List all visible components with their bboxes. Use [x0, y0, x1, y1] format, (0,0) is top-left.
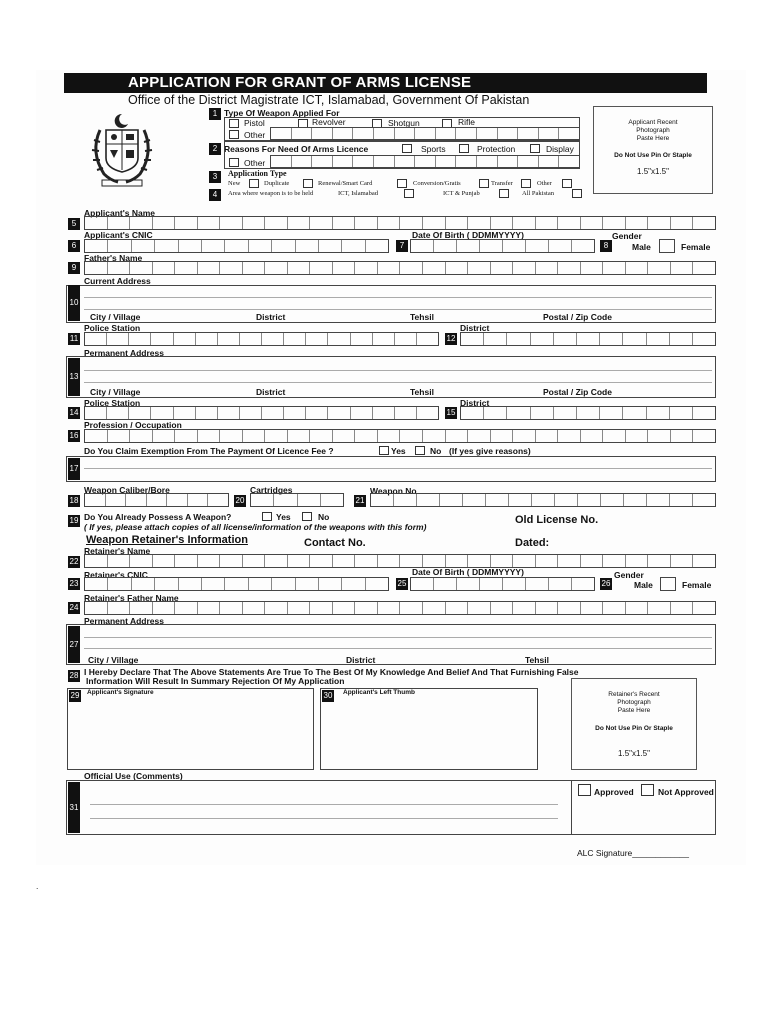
app-renewal-checkbox[interactable]	[397, 179, 407, 188]
contact-label: Contact No.	[304, 537, 366, 549]
address-line	[84, 382, 712, 383]
comment-line	[90, 804, 558, 805]
app-transfer-checkbox[interactable]	[521, 179, 531, 188]
photo-warning: Do Not Use Pin Or Staple	[614, 152, 692, 159]
permanent-address-box[interactable]	[66, 356, 716, 398]
reason-protection-label: Protection	[477, 144, 516, 154]
possess-yes-checkbox[interactable]	[262, 512, 272, 521]
applicant-name-label: Applicant's Name	[84, 208, 155, 218]
area-ict-label: ICT, Islamabad	[338, 190, 378, 197]
section-number: 25	[397, 579, 407, 588]
app-renewal-label: Renewal/Smart Card	[318, 180, 373, 187]
reason-protection-checkbox[interactable]	[459, 144, 469, 153]
police-station-field[interactable]	[84, 406, 439, 420]
comment-line	[90, 818, 558, 819]
office-subtitle: Office of the District Magistrate ICT, Islamabad, Government Of Pakistan	[128, 93, 530, 107]
approved-checkbox[interactable]	[578, 784, 591, 796]
police-station-label: Police Station	[84, 398, 141, 408]
thumb-box[interactable]	[320, 688, 538, 770]
district-field[interactable]	[460, 406, 716, 420]
exemption-question: Do You Claim Exemption From The Payment Of Licence Fee ?	[84, 446, 334, 456]
reason-other-checkbox[interactable]	[229, 158, 239, 167]
shotgun-label: Shotgun	[388, 118, 420, 128]
female-label: Female	[682, 580, 712, 590]
reason-sports-label: Sports	[421, 144, 446, 154]
city-label: City / Village	[90, 312, 141, 322]
retainer-father-label: Retainer's Father Name	[84, 593, 179, 603]
possess-no-checkbox[interactable]	[302, 512, 312, 521]
caliber-label: Weapon Caliber/Bore	[84, 485, 170, 495]
photo-caption: Applicant Recent	[628, 119, 678, 126]
app-duplicate-label: Duplicate	[264, 180, 290, 187]
district-label: District	[346, 655, 376, 665]
gender-label: Gender	[614, 570, 644, 580]
pistol-label: Pistol	[244, 118, 265, 128]
retainer-cnic-label: Retainer's CNIC	[84, 570, 148, 580]
stray-mark: .	[36, 881, 39, 891]
profession-label: Profession / Occupation	[84, 420, 182, 430]
district-label: District	[460, 398, 490, 408]
exemption-no-label: No	[430, 446, 442, 456]
address-line	[84, 648, 712, 649]
exemption-reasons-box[interactable]	[66, 456, 716, 482]
declaration-line1: I Hereby Declare That The Above Statements Are True To The Best Of My Knowledge And Belief And That Furnishing False	[84, 667, 579, 677]
retainer-dob-label: Date Of Birth ( DDMMYYYY)	[412, 567, 524, 577]
retainer-address-box[interactable]	[66, 624, 716, 665]
police-station-label: Police Station	[84, 323, 141, 333]
section-number: 10	[68, 285, 80, 321]
photo-size: 1.5"x1.5"	[618, 749, 650, 758]
tehsil-label: Tehsil	[525, 655, 549, 665]
address-line	[84, 297, 712, 298]
area-ict-punjab-label: ICT & Punjab	[443, 190, 480, 197]
app-conversion-checkbox[interactable]	[479, 179, 489, 188]
approved-label: Approved	[594, 787, 634, 797]
district-label: District	[460, 323, 490, 333]
declaration-line2: Information Will Result In Summary Rejection Of My Application	[86, 676, 345, 686]
tehsil-label: Tehsil	[410, 312, 434, 322]
female-label: Female	[681, 242, 711, 252]
retainer-cnic-field[interactable]	[84, 577, 389, 591]
section-number: 5	[68, 218, 80, 230]
area-label: Area where weapon is to be held	[228, 190, 314, 197]
section-number: 22	[69, 557, 79, 566]
weapon-other-label: Other	[244, 130, 266, 140]
reason-line	[84, 468, 712, 469]
section-number: 24	[69, 603, 79, 612]
photo-caption: Photograph	[636, 127, 670, 134]
alc-signature: ALC Signature____________	[577, 848, 690, 858]
applicant-name-field[interactable]	[84, 216, 716, 230]
form-title: APPLICATION FOR GRANT OF ARMS LICENSE	[64, 73, 707, 93]
area-all-pakistan-checkbox[interactable]	[572, 189, 582, 198]
signature-box[interactable]	[67, 688, 314, 770]
section-number: 14	[69, 408, 79, 417]
exemption-note: (If yes give reasons)	[449, 446, 531, 456]
exemption-yes-checkbox[interactable]	[379, 446, 389, 455]
area-all-pakistan-label: All Pakistan	[522, 190, 554, 197]
photo-warning: Do Not Use Pin Or Staple	[595, 725, 673, 732]
possess-question: Do You Already Possess A Weapon?	[84, 512, 232, 522]
permanent-address-label: Permanent Address	[84, 348, 164, 358]
section-number: 18	[69, 496, 79, 505]
applicant-cnic-field[interactable]	[84, 239, 389, 253]
section-number: 1	[209, 108, 221, 120]
section-number: 11	[69, 334, 79, 343]
old-license-label: Old License No.	[515, 514, 599, 526]
retainer-name-label: Retainer's Name	[84, 546, 151, 556]
photo-caption: Photograph	[617, 699, 651, 706]
section-number: 3	[209, 171, 221, 183]
retainer-father-field[interactable]	[84, 601, 716, 615]
section-number: 2	[209, 143, 221, 155]
male-checkbox[interactable]	[659, 239, 675, 253]
male-checkbox[interactable]	[660, 577, 676, 591]
section-number: 29	[70, 691, 80, 700]
not-approved-label: Not Approved	[658, 787, 714, 797]
male-label: Male	[634, 580, 653, 590]
section-number: 12	[446, 334, 456, 343]
weapon-type-label: Type Of Weapon Applied For	[224, 108, 340, 118]
thumb-label: Applicant's Left Thumb	[343, 689, 415, 696]
reason-other-field[interactable]	[270, 155, 580, 168]
address-line	[84, 309, 712, 310]
section-number: 8	[600, 240, 612, 252]
caliber-field[interactable]	[84, 493, 229, 507]
signature-label: Applicant's Signature	[87, 689, 154, 696]
section-number: 9	[68, 262, 80, 274]
profession-field[interactable]	[84, 429, 716, 443]
weapon-no-label: Weapon No	[370, 486, 417, 496]
section-number: 27	[68, 626, 80, 663]
applicant-cnic-label: Applicant's CNIC	[84, 230, 153, 240]
app-new-checkbox[interactable]	[249, 179, 259, 188]
app-duplicate-checkbox[interactable]	[303, 179, 313, 188]
app-transfer-label: Transfer	[491, 180, 513, 187]
reason-sports-checkbox[interactable]	[402, 144, 412, 153]
official-use-label: Official Use (Comments)	[84, 771, 183, 781]
police-station-field[interactable]	[84, 332, 439, 346]
section-number: 15	[446, 408, 456, 417]
app-new-label: New	[228, 180, 241, 187]
retainer-heading: Weapon Retainer's Information	[86, 534, 248, 546]
address-line	[84, 637, 712, 638]
reason-display-label: Display	[546, 144, 574, 154]
city-label: City / Village	[88, 655, 139, 665]
applicant-photo-box	[593, 106, 713, 194]
section-number: 13	[68, 358, 80, 396]
not-approved-checkbox[interactable]	[641, 784, 654, 796]
current-address-label: Current Address	[84, 276, 151, 286]
reason-other-label: Other	[244, 158, 266, 168]
section-number: 31	[68, 782, 80, 833]
district-label: District	[256, 387, 286, 397]
section-number: 28	[69, 671, 79, 680]
application-type-label: Application Type	[228, 169, 287, 178]
exemption-yes-label: Yes	[391, 446, 406, 456]
photo-caption: Paste Here	[636, 135, 670, 142]
pistol-checkbox[interactable]	[229, 119, 239, 128]
section-number: 30	[323, 691, 333, 700]
district-label: District	[256, 312, 286, 322]
possess-note: ( If yes, please attach copies of all license/information of the weapons with this form)	[84, 522, 427, 532]
cartridges-field[interactable]	[250, 493, 344, 507]
weapon-other-field[interactable]	[270, 127, 580, 140]
gender-label: Gender	[612, 231, 642, 241]
section-number: 20	[235, 496, 245, 505]
retainer-dob-field[interactable]	[410, 577, 595, 591]
retainer-photo-box	[571, 678, 697, 770]
state-emblem-icon	[86, 110, 158, 190]
retainer-address-label: Permanent Address	[84, 616, 164, 626]
weapon-other-checkbox[interactable]	[229, 130, 239, 139]
area-ict-checkbox[interactable]	[404, 189, 414, 198]
photo-caption: Retainer's Recent	[608, 691, 660, 698]
dated-label: Dated:	[515, 537, 550, 549]
address-line	[84, 370, 712, 371]
applicant-dob-field[interactable]	[410, 239, 595, 253]
area-ict-punjab-checkbox[interactable]	[499, 189, 509, 198]
tehsil-label: Tehsil	[410, 387, 434, 397]
city-label: City / Village	[90, 387, 141, 397]
section-number: 23	[69, 579, 79, 588]
father-name-label: Father's Name	[84, 253, 143, 263]
section-number: 4	[209, 189, 221, 201]
section-number: 7	[396, 240, 408, 252]
possess-no-label: No	[318, 512, 330, 522]
father-name-field[interactable]	[84, 261, 716, 275]
male-label: Male	[632, 242, 651, 252]
district-field[interactable]	[460, 332, 716, 346]
section-number: 21	[355, 496, 365, 505]
app-conversion-label: Conversion/Gratis	[413, 180, 461, 187]
photo-size: 1.5"x1.5"	[637, 167, 669, 176]
postal-label: Postal / Zip Code	[543, 387, 612, 397]
reasons-label: Reasons For Need Of Arms Licence	[224, 144, 369, 154]
postal-label: Postal / Zip Code	[543, 312, 612, 322]
applicant-dob-label: Date Of Birth ( DDMMYYYY)	[412, 230, 524, 240]
rifle-label: Rifle	[458, 117, 476, 127]
app-other-label: Other	[537, 180, 552, 187]
weapon-no-field[interactable]	[370, 493, 716, 507]
retainer-name-field[interactable]	[84, 554, 716, 568]
section-number: 16	[69, 431, 79, 440]
revolver-label: Revolver	[312, 117, 346, 127]
divider	[571, 780, 572, 835]
section-number: 6	[68, 240, 80, 252]
reason-display-checkbox[interactable]	[530, 144, 540, 153]
photo-caption: Paste Here	[617, 707, 651, 714]
section-number: 19	[69, 516, 79, 525]
section-number: 26	[601, 579, 611, 588]
possess-yes-label: Yes	[276, 512, 291, 522]
current-address-box[interactable]	[66, 285, 716, 323]
app-other-checkbox[interactable]	[562, 179, 572, 188]
section-number: 17	[68, 458, 80, 480]
exemption-no-checkbox[interactable]	[415, 446, 425, 455]
cartridges-label: Cartridges	[250, 485, 293, 495]
